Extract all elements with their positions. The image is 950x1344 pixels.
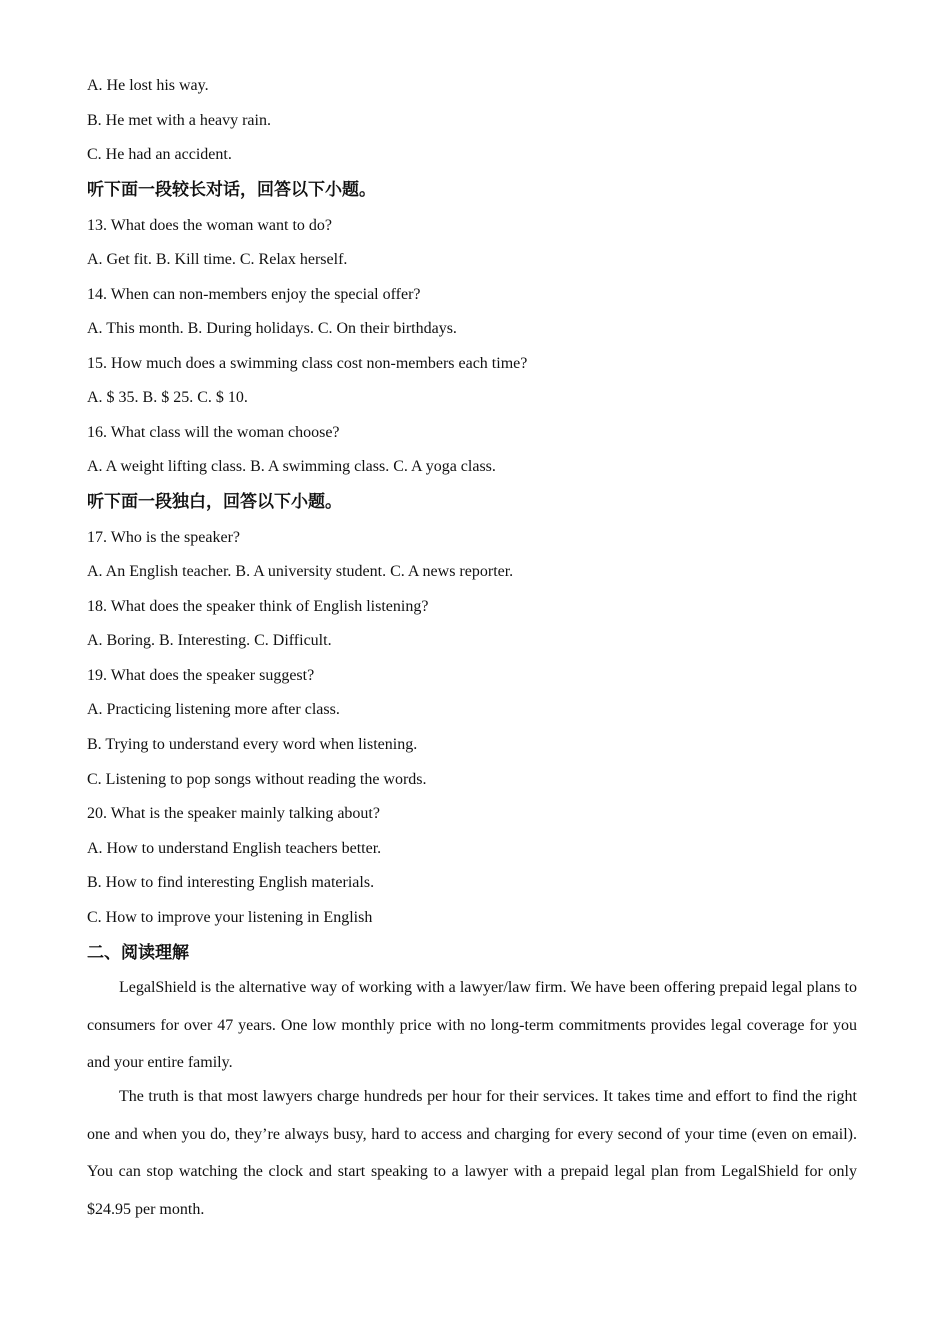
reading-paragraph-2: The truth is that most lawyers charge hundreds per hour for their services. It takes time and effort to find the right one and when you do, they’re always busy, hard to access and charging for every second of your time (even on email). You can stop watching the clock and start speaking to a lawyer with a prepaid legal plan from LegalShield for only $24.95 per month.: [87, 1088, 857, 1218]
option-line: A. Practicing listening more after class.: [87, 701, 340, 718]
option-line: B. Trying to understand every word when listening.: [87, 736, 418, 753]
option-line: C. He had an accident.: [87, 146, 232, 163]
option-line: A. A weight lifting class. B. A swimming class. C. A yoga class.: [87, 458, 496, 475]
question-line: 13. What does the woman want to do?: [87, 217, 332, 234]
option-line: A. He lost his way.: [87, 77, 209, 94]
question-line: 20. What is the speaker mainly talking about?: [87, 805, 380, 822]
section-heading-reading: 二、阅读理解: [87, 943, 189, 963]
question-line: 19. What does the speaker suggest?: [87, 667, 315, 684]
option-line: A. Get fit. B. Kill time. C. Relax herself.: [87, 251, 348, 268]
option-line: B. How to find interesting English materials.: [87, 874, 375, 891]
question-line: 15. How much does a swimming class cost non-members each time?: [87, 355, 528, 372]
reading-paragraph-1: LegalShield is the alternative way of working with a lawyer/law firm. We have been offering prepaid legal plans to consumers for over 47 years. One low monthly price with no long-term commitments provides legal coverage for you and your entire family.: [87, 979, 857, 1071]
option-line: A. $ 35. B. $ 25. C. $ 10.: [87, 389, 248, 406]
section-heading-dialogue: 听下面一段较长对话，回答以下小题。: [87, 180, 376, 200]
option-line: B. He met with a heavy rain.: [87, 112, 271, 129]
option-line: C. How to improve your listening in English: [87, 909, 373, 926]
section-heading-monologue: 听下面一段独白，回答以下小题。: [87, 492, 342, 512]
question-line: 16. What class will the woman choose?: [87, 424, 340, 441]
option-line: C. Listening to pop songs without reading the words.: [87, 771, 427, 788]
option-line: A. This month. B. During holidays. C. On their birthdays.: [87, 320, 457, 337]
question-line: 18. What does the speaker think of English listening?: [87, 598, 429, 615]
option-line: A. Boring. B. Interesting. C. Difficult.: [87, 632, 332, 649]
question-line: 17. Who is the speaker?: [87, 529, 240, 546]
question-line: 14. When can non-members enjoy the special offer?: [87, 286, 421, 303]
option-line: A. An English teacher. B. A university student. C. A news reporter.: [87, 563, 514, 580]
option-line: A. How to understand English teachers better.: [87, 840, 382, 857]
